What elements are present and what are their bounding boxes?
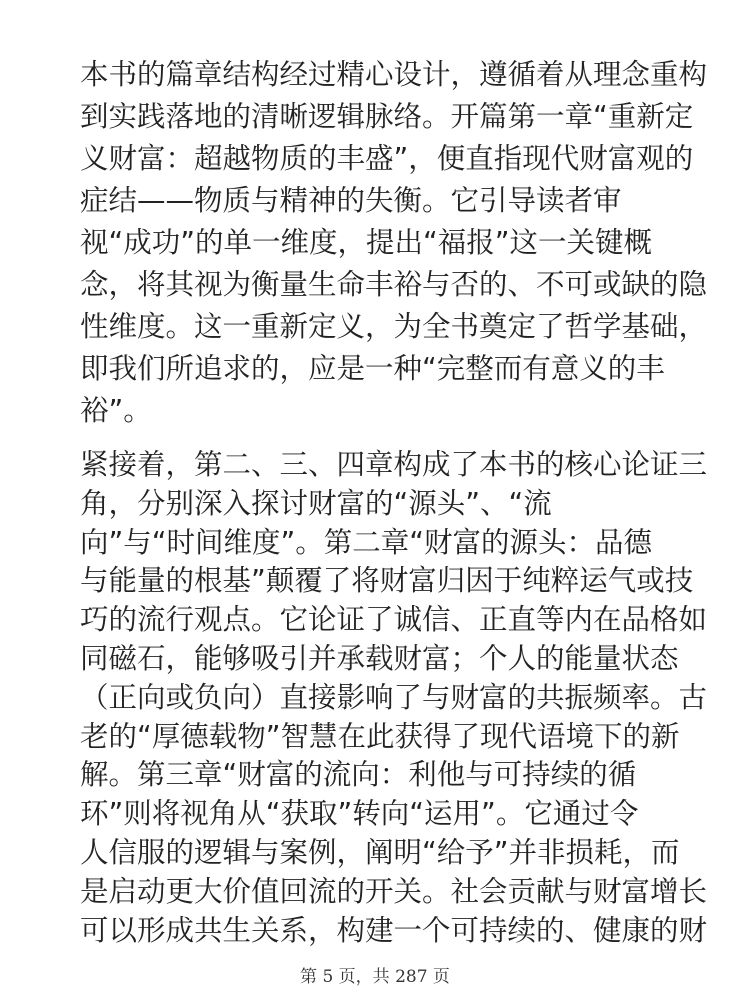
text-line: 同磁石，能够吸引并承载财富；个人的能量状态 [80, 642, 679, 675]
text-line: 即我们所追求的，应是一种“完整而有意义的丰 [80, 352, 665, 385]
text-line: 视“成功”的单一维度，提出“福报”这一关键概 [80, 226, 653, 259]
text-line: 紧接着，第二、三、四章构成了本书的核心论证三 [80, 448, 708, 481]
text-line: 念，将其视为衡量生命丰裕与否的、不可或缺的隐 [80, 268, 708, 301]
text-line: 症结——物质与精神的失衡。它引导读者审 [80, 184, 622, 217]
text-line: 性维度。这一重新定义，为全书奠定了哲学基础， [80, 310, 708, 343]
text-line: 本书的篇章结构经过精心设计，遵循着从理念重构 [80, 58, 708, 91]
text-line: 环”则将视角从“获取”转向“运用”。它通过令 [80, 797, 639, 831]
text-line: 义财富：超越物质的丰盛”，便直指现代财富观的 [80, 142, 694, 175]
text-line: 裕”。 [80, 394, 152, 427]
text-line: 巧的流行观点。它论证了诚信、正直等内在品格如 [80, 603, 708, 637]
text-line: 向”与“时间维度”。第二章“财富的源头：品德 [80, 525, 653, 559]
text-line: 老的“厚德载物”智慧在此获得了现代语境下的新 [80, 719, 680, 753]
text-line: 是启动更大价值回流的开关。社会贡献与财富增长 [80, 874, 708, 908]
text-line: 可以形成共生关系，构建一个可持续的、健康的财 [80, 913, 708, 947]
text-line: 解。第三章“财富的流向：利他与可持续的循 [80, 758, 637, 792]
text-line: 到实践落地的清晰逻辑脉络。开篇第一章“重新定 [80, 100, 694, 133]
text-line: 角，分别深入探讨财富的“源头”、“流 [80, 486, 552, 520]
text-line: 人信服的逻辑与案例，阐明“给予”并非损耗，而 [80, 836, 680, 869]
text-line: 与能量的根基”颠覆了将财富归因于纯粹运气或技 [80, 564, 694, 598]
page-indicator: 第 5 页，共 287 页 [300, 967, 450, 987]
text-line: （正向或负向）直接影响了与财富的共振频率。古 [80, 680, 708, 714]
